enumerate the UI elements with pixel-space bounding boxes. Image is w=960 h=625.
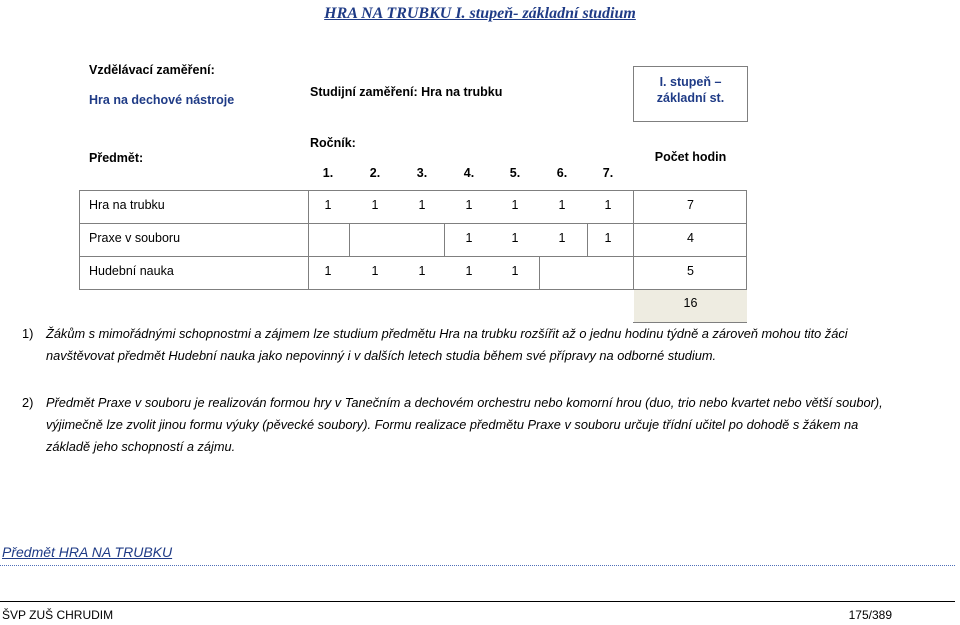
note-2-line-2: výjimečně lze zvolit jinou formu výuky (pěvecké soubory). Formu realizace předmětu Praxe v souboru určuje třídní učitel po dohodě s žákem na xyxy=(46,417,859,432)
row-hours-1: 1 1 1 1 1 1 1 xyxy=(324,198,612,212)
note-2-marker: 2) xyxy=(22,395,34,410)
row-hours-2: 1 1 1 1 xyxy=(465,231,612,245)
note-1 xyxy=(22,323,942,367)
footer-school: ŠVP ZUŠ CHRUDIM xyxy=(2,608,114,622)
pocet-hodin-label: Počet hodin xyxy=(654,150,727,164)
row-hours-3: 1 1 1 1 1 xyxy=(324,264,519,278)
row-name-1: Hra na trubku xyxy=(89,198,165,212)
vzdelavaci-label: Vzdělávací zaměření: xyxy=(89,63,215,77)
footer-divider xyxy=(0,601,955,602)
section-divider xyxy=(0,565,955,566)
rocnik-6: 6. xyxy=(556,166,568,180)
predmet-label: Předmět: xyxy=(89,151,144,165)
stupen-cell xyxy=(633,66,748,122)
note-2-line-3: základě jeho schopností a zájmu. xyxy=(46,439,236,454)
vzdelavaci-value: Hra na dechové nástroje xyxy=(89,93,235,107)
rocnik-5: 5. xyxy=(509,166,521,180)
curriculum-table xyxy=(81,55,747,323)
row-name-3: Hudební nauka xyxy=(89,264,174,278)
row-total-3: 5 xyxy=(687,264,694,278)
note-1-marker: 1) xyxy=(22,326,34,341)
footer-page-number: 175/389 xyxy=(848,608,892,622)
section-heading: Předmět HRA NA TRUBKU xyxy=(2,544,173,560)
rocnik-3: 3. xyxy=(416,166,428,180)
rocnik-row xyxy=(310,166,630,184)
row-total-2: 4 xyxy=(687,231,694,245)
page-title: HRA NA TRUBKU I. stupeň- základní studium xyxy=(324,5,636,22)
note-2 xyxy=(22,392,942,458)
rocnik-label: Ročník: xyxy=(310,136,356,150)
rocnik-2: 2. xyxy=(369,166,381,180)
row-name-2: Praxe v souboru xyxy=(89,231,181,245)
note-1-line-1: Žákům s mimořádnými schopnostmi a zájmem lze studium předmětu Hra na trubku rozšířit až o jednu hodinu týdně a zároveň mohou tito žáci xyxy=(46,326,848,341)
note-2-line-1: Předmět Praxe v souboru je realizován formou hry v Tanečním a dechovém orchestru nebo komorní hrou (duo, trio nebo kvartet nebo větší soubor), xyxy=(46,395,883,410)
stupen-label: I. stupeň – základní st. xyxy=(656,75,725,105)
note-1-line-2: navštěvovat předmět Hudební nauka jako nepovinný i v dalších letech studia během své přípravy na odborné studium. xyxy=(46,348,717,363)
rocnik-7: 7. xyxy=(602,166,614,180)
studijni-cell: Studijní zaměření: Hra na trubku xyxy=(310,85,503,99)
rocnik-4: 4. xyxy=(463,166,475,180)
row-total-1: 7 xyxy=(687,198,694,212)
rocnik-1: 1. xyxy=(322,166,334,180)
grand-total: 16 xyxy=(683,296,698,310)
vzdelavaci-cell xyxy=(81,55,299,121)
